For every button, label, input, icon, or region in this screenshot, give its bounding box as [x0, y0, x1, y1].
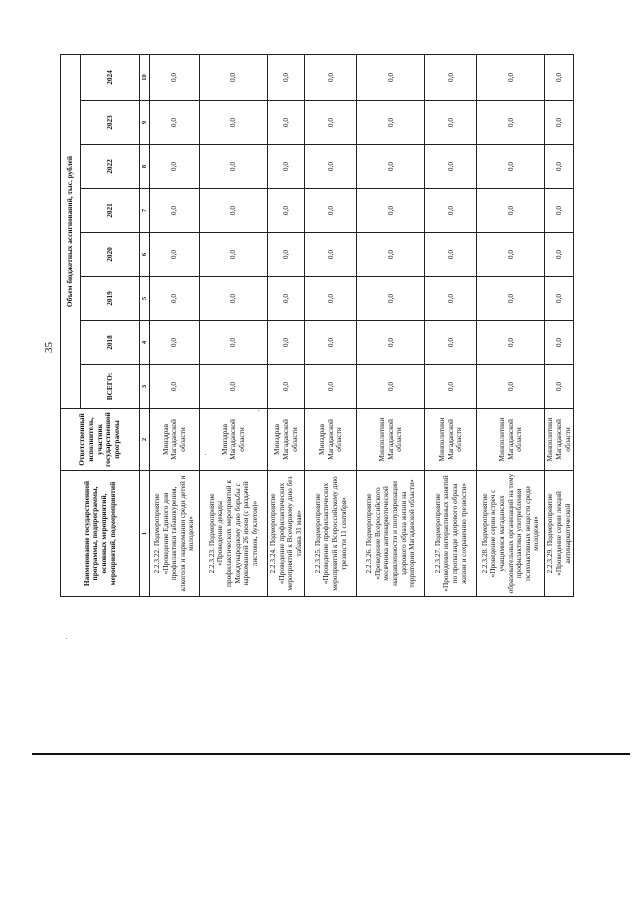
- row-executor: Минздрав Магаданской области: [305, 409, 357, 471]
- budget-table: [60, 54, 574, 597]
- row-executor: Минздрав Магаданской области: [150, 409, 200, 471]
- table-row: [305, 54, 357, 596]
- value-cell: 0,0: [477, 189, 545, 233]
- row-name: 2.2.3.27. Подмероприятие «Проведение интерактивных занятий по пропаганде здорового образа жизни и сохранению трезвости»: [425, 471, 477, 597]
- value-cell: 0,0: [305, 321, 357, 365]
- column-number-row: [140, 54, 150, 596]
- row-executor: Минполитики Магаданской области: [477, 409, 545, 471]
- value-cell: 0,0: [150, 233, 200, 277]
- value-cell: 0,0: [477, 321, 545, 365]
- header-budget-group: Объем бюджетных ассигнований, тыс. рублей: [61, 54, 81, 408]
- column-number: 2: [140, 409, 150, 471]
- value-cell: 0,0: [545, 189, 574, 233]
- table-row: [477, 54, 545, 596]
- table-row: [150, 54, 200, 596]
- row-name: 2.2.3.24. Подмероприятие «Проведение профилактических мероприятий к Всемирному дню без табака 31 мая»: [268, 471, 305, 597]
- header-executor: Ответственный исполнитель, участник государственной программы: [61, 409, 140, 471]
- table-row: [425, 54, 477, 596]
- value-cell: 0,0: [477, 365, 545, 409]
- header-year: 2018: [81, 321, 140, 365]
- value-cell: 0,0: [545, 54, 574, 100]
- value-cell: 0,0: [268, 54, 305, 100]
- value-cell: 0,0: [357, 189, 425, 233]
- value-cell: 0,0: [150, 365, 200, 409]
- value-cell: 0,0: [200, 321, 268, 365]
- value-cell: 0,0: [268, 321, 305, 365]
- value-cell: 0,0: [545, 101, 574, 145]
- value-cell: 0,0: [357, 101, 425, 145]
- value-cell: 0,0: [305, 145, 357, 189]
- value-cell: 0,0: [200, 233, 268, 277]
- rotated-table-container: [60, 55, 572, 597]
- value-cell: 0,0: [425, 321, 477, 365]
- row-executor: Минполитики Магаданской области: [545, 409, 574, 471]
- value-cell: 0,0: [268, 101, 305, 145]
- value-cell: 0,0: [477, 101, 545, 145]
- header-year: 2023: [81, 101, 140, 145]
- value-cell: 0,0: [357, 145, 425, 189]
- header-year: 2022: [81, 145, 140, 189]
- row-executor: Минздрав Магаданской области: [268, 409, 305, 471]
- value-cell: 0,0: [305, 233, 357, 277]
- value-cell: 0,0: [268, 365, 305, 409]
- table-row: [268, 54, 305, 596]
- row-name: 2.2.3.25. Подмероприятие «Проведение профилактических мероприятий к Всероссийскому дню трезвости 11 сентября»: [305, 471, 357, 597]
- value-cell: 0,0: [545, 233, 574, 277]
- value-cell: 0,0: [545, 365, 574, 409]
- value-cell: 0,0: [425, 101, 477, 145]
- header-year: 2019: [81, 277, 140, 321]
- column-number: 9: [140, 101, 150, 145]
- header-year: 2021: [81, 189, 140, 233]
- value-cell: 0,0: [200, 277, 268, 321]
- value-cell: 0,0: [305, 189, 357, 233]
- value-cell: 0,0: [477, 277, 545, 321]
- value-cell: 0,0: [425, 189, 477, 233]
- value-cell: 0,0: [150, 277, 200, 321]
- row-executor: Минполитики Магаданской области: [357, 409, 425, 471]
- table-row: [200, 54, 268, 596]
- value-cell: 0,0: [200, 365, 268, 409]
- value-cell: 0,0: [150, 54, 200, 100]
- value-cell: 0,0: [545, 277, 574, 321]
- value-cell: 0,0: [150, 321, 200, 365]
- value-cell: 0,0: [268, 277, 305, 321]
- column-number: 6: [140, 233, 150, 277]
- value-cell: 0,0: [200, 189, 268, 233]
- value-cell: 0,0: [200, 101, 268, 145]
- value-cell: 0,0: [425, 277, 477, 321]
- table-row: [545, 54, 574, 596]
- column-number: 10: [140, 54, 150, 100]
- value-cell: 0,0: [305, 365, 357, 409]
- value-cell: 0,0: [150, 101, 200, 145]
- value-cell: 0,0: [357, 54, 425, 100]
- value-cell: 0,0: [545, 321, 574, 365]
- page-number: 35: [43, 342, 55, 353]
- row-executor: Минздрав Магаданской области: [200, 409, 268, 471]
- column-number: 4: [140, 321, 150, 365]
- value-cell: 0,0: [545, 145, 574, 189]
- value-cell: 0,0: [357, 233, 425, 277]
- column-number: 5: [140, 277, 150, 321]
- column-number: 3: [140, 365, 150, 409]
- value-cell: 0,0: [425, 145, 477, 189]
- value-cell: 0,0: [425, 233, 477, 277]
- value-cell: 0,0: [305, 277, 357, 321]
- value-cell: 0,0: [200, 54, 268, 100]
- header-year: 2024: [81, 54, 140, 100]
- header-year: 2020: [81, 233, 140, 277]
- value-cell: 0,0: [477, 54, 545, 100]
- header-total: ВСЕГО:: [81, 365, 140, 409]
- value-cell: 0,0: [357, 365, 425, 409]
- value-cell: 0,0: [200, 145, 268, 189]
- value-cell: 0,0: [357, 277, 425, 321]
- value-cell: 0,0: [268, 189, 305, 233]
- value-cell: 0,0: [477, 145, 545, 189]
- column-number: 1: [140, 471, 150, 597]
- row-name: 2.2.3.22. Подмероприятие «Проведение Единого дня профилактики табакокурения, алкоголя и наркомании среди детей и молодежи»: [150, 471, 200, 597]
- column-number: 7: [140, 189, 150, 233]
- value-cell: 0,0: [477, 233, 545, 277]
- value-cell: 0,0: [150, 145, 200, 189]
- bottom-rule: [32, 753, 630, 755]
- value-cell: 0,0: [150, 189, 200, 233]
- table-row: [357, 54, 425, 596]
- header-name: Наименование государственной программы, подпрограммы, основных мероприятий, мероприятий, подмероприятий: [61, 471, 140, 597]
- value-cell: 0,0: [305, 101, 357, 145]
- value-cell: 0,0: [268, 233, 305, 277]
- value-cell: 0,0: [425, 54, 477, 100]
- value-cell: 0,0: [268, 145, 305, 189]
- column-number: 8: [140, 145, 150, 189]
- value-cell: 0,0: [425, 365, 477, 409]
- row-name: 2.2.3.26. Подмероприятие «Проведение Всероссийского месячника антинаркотической направленности и популяризации здорового образа жизни на территории Магаданской области»: [357, 471, 425, 597]
- row-name: 2.2.3.28. Подмероприятие «Проведение серии встреч с учащимися магаданских образовательных организаций на тему профилактики употребления психоактивных веществ среди молодежи»: [477, 471, 545, 597]
- row-name: 2.2.3.23. Подмероприятие «Проведение декады профилактических мероприятий к Международному дню борьбы с наркоманией 26 июня (с раздачей листовок, буклетов)»: [200, 471, 268, 597]
- value-cell: 0,0: [305, 54, 357, 100]
- row-executor: Минполитики Магаданской области: [425, 409, 477, 471]
- header-row-top: [61, 54, 81, 596]
- value-cell: 0,0: [357, 321, 425, 365]
- row-name: 2.2.3.29. Подмероприятие «Проведение серии лекций антинаркотической: [545, 471, 574, 597]
